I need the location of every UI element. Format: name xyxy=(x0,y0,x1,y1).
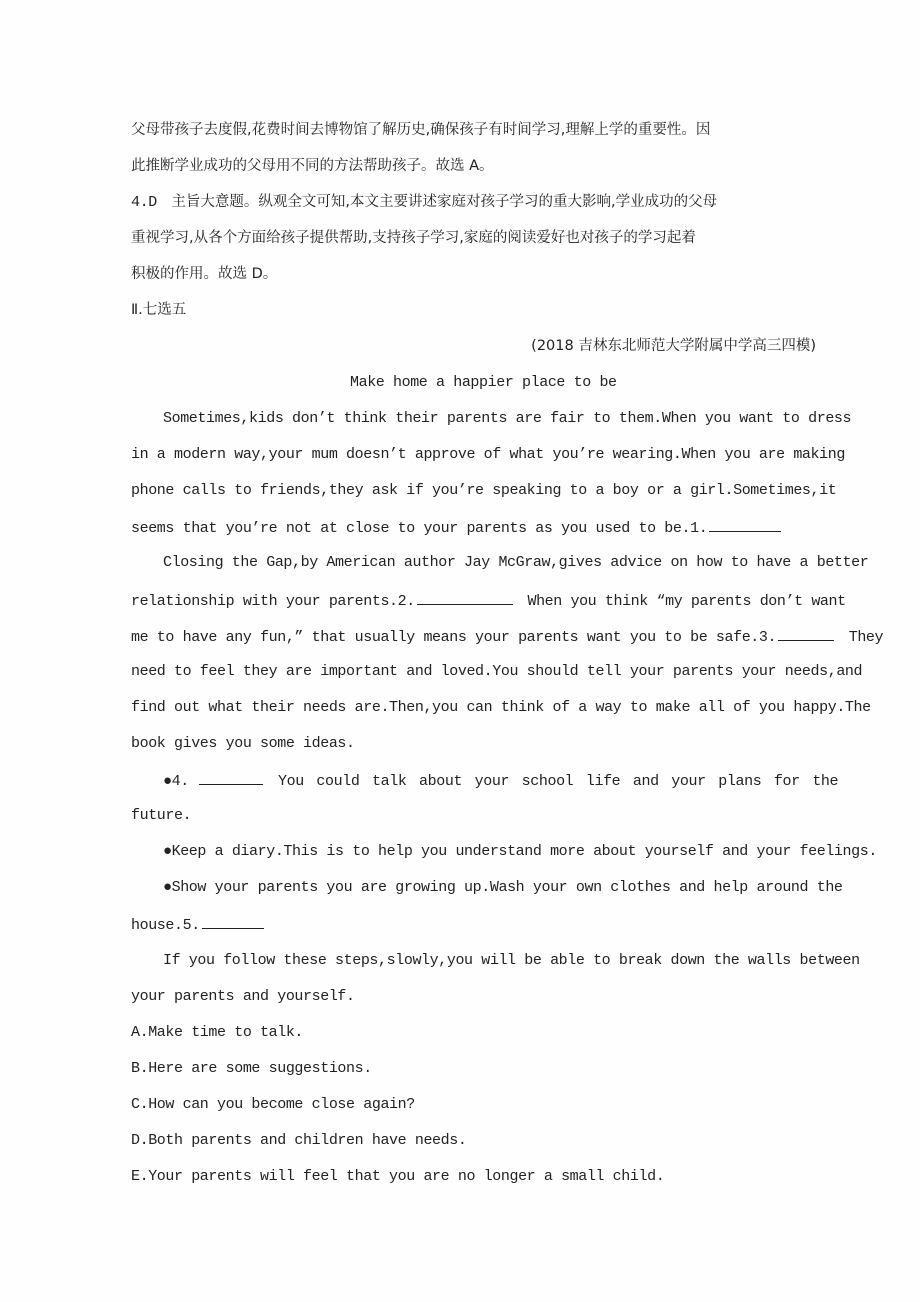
blank-5[interactable] xyxy=(202,914,264,929)
passage-line: in a modern way,your mum doesn’t approve of what you’re wearing.When you are making xyxy=(131,446,845,463)
blank-4[interactable] xyxy=(199,770,263,785)
passage-line: need to feel they are important and loved.You should tell your parents your needs,and xyxy=(131,663,863,680)
option-d: D.Both parents and children have needs. xyxy=(131,1132,467,1149)
passage-line-with-blank xyxy=(131,626,883,648)
answer-4-explanation xyxy=(131,192,717,213)
passage-text: relationship with your parents.2. xyxy=(131,593,415,610)
bullet-text: Keep a diary.This is to help you understand more about yourself and your feelings. xyxy=(171,843,877,860)
option-e: E.Your parents will feel that you are no longer a small child. xyxy=(131,1168,665,1185)
bullet-continuation: future. xyxy=(131,807,192,824)
source-citation: (2018 吉林东北师范大学附属中学高三四模) xyxy=(531,338,816,354)
passage-line: phone calls to friends,they ask if you’re speaking to a boy or a girl.Sometimes,it xyxy=(131,482,837,499)
passage-line: If you follow these steps,slowly,you will be able to break down the walls between xyxy=(163,952,860,969)
bullet-number: 4. xyxy=(171,773,189,790)
blank-1[interactable] xyxy=(709,517,781,532)
bullet-item xyxy=(163,842,877,862)
passage-text: house.5. xyxy=(131,917,200,934)
explanation-line: 此推断学业成功的父母用不同的方法帮助孩子。故选 A。 xyxy=(131,158,494,174)
bullet-item xyxy=(163,878,843,898)
passage-text: seems that you’re not at close to your parents as you used to be.1. xyxy=(131,520,708,537)
bullet-icon: ● xyxy=(163,773,172,790)
blank-2[interactable] xyxy=(417,590,513,605)
passage-line: book gives you some ideas. xyxy=(131,735,355,752)
bullet-item xyxy=(163,770,838,792)
explanation-line: 积极的作用。故选 D。 xyxy=(131,266,278,282)
passage-line: Sometimes,kids don’t think their parents are fair to them.When you want to dress xyxy=(163,410,852,427)
bullet-text: Show your parents you are growing up.Wash your own clothes and help around the xyxy=(171,879,843,896)
answer-number: 4.D xyxy=(131,194,157,211)
passage-line-with-blank xyxy=(131,590,846,612)
passage-line: Closing the Gap,by American author Jay McGraw,gives advice on how to have a better xyxy=(163,554,869,571)
passage-line: find out what their needs are.Then,you can think of a way to make all of you happy.The xyxy=(131,699,871,716)
option-a: A.Make time to talk. xyxy=(131,1024,304,1041)
bullet-continuation-with-blank xyxy=(131,914,264,936)
option-b: B.Here are some suggestions. xyxy=(131,1060,372,1077)
section-heading: Ⅱ.七选五 xyxy=(131,302,187,318)
passage-text: They xyxy=(848,629,884,646)
passage-line: your parents and yourself. xyxy=(131,988,355,1005)
explanation-line: 父母带孩子去度假,花费时间去博物馆了解历史,确保孩子有时间学习,理解上学的重要性。因 xyxy=(131,122,711,138)
option-c: C.How can you become close again? xyxy=(131,1096,415,1113)
passage-text: me to have any fun,” that usually means your parents want you to be safe.3. xyxy=(131,629,777,646)
explanation-line: 重视学习,从各个方面给孩子提供帮助,支持孩子学习,家庭的阅读爱好也对孩子的学习起着 xyxy=(131,230,696,246)
passage-line-with-blank xyxy=(131,517,781,539)
bullet-text: You could talk about your school life and your plans for the xyxy=(278,773,839,790)
blank-3[interactable] xyxy=(778,626,834,641)
passage-title: Make home a happier place to be xyxy=(350,374,617,391)
explanation-text: 主旨大意题。纵观全文可知,本文主要讲述家庭对孩子学习的重大影响,学业成功的父母 xyxy=(171,194,718,210)
passage-text: When you think “my parents don’t want xyxy=(527,593,846,610)
bullet-icon: ● xyxy=(163,879,172,896)
bullet-icon: ● xyxy=(163,843,172,860)
